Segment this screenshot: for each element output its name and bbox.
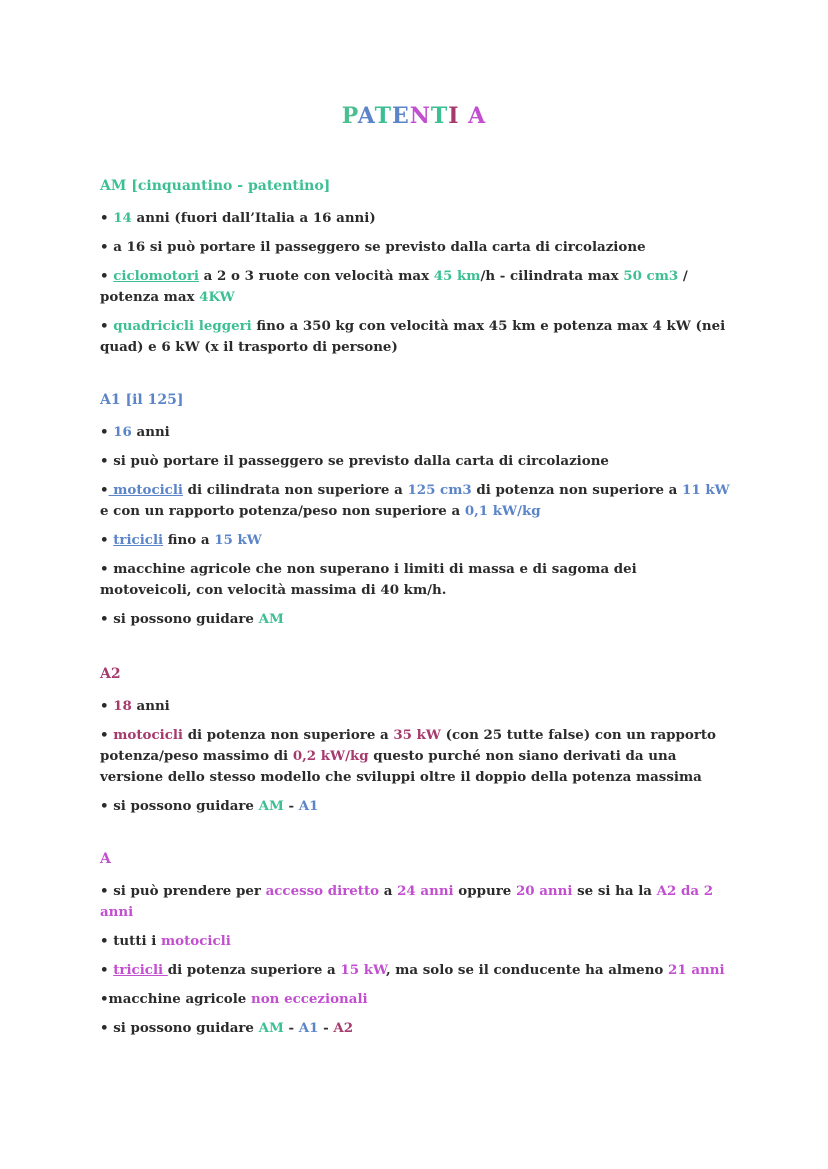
item-text: e con un rapporto potenza/peso non superiore a xyxy=(100,503,465,519)
displacement-value: 125 cm3 xyxy=(407,482,472,498)
item-text: •macchine agricole xyxy=(100,991,251,1007)
section-heading: A2 xyxy=(100,666,121,682)
bullet: • xyxy=(100,482,109,498)
bullet: • xyxy=(100,318,114,334)
item-text: • si possono guidare xyxy=(100,1020,259,1036)
license-am: AM xyxy=(258,611,284,627)
list-item xyxy=(100,696,730,717)
list-item xyxy=(100,530,730,551)
power-value: 35 kW xyxy=(393,727,441,743)
displacement-value: 50 cm3 xyxy=(623,268,679,284)
list-item xyxy=(100,960,730,981)
item-text: fino a 350 kg con velocità max 45 km e potenza max 4 kW (nei quad) e 6 kW (x il trasporto di persone) xyxy=(100,318,726,355)
item-text: di cilindrata non superiore a xyxy=(183,482,408,498)
title-letter xyxy=(460,103,469,129)
list-item xyxy=(100,796,730,817)
item-text: • si possono guidare xyxy=(100,798,259,814)
item-text: di potenza non superiore a xyxy=(183,727,394,743)
license-a1: A1 xyxy=(298,1020,319,1036)
bullet: • xyxy=(100,268,114,284)
link-ciclomotori[interactable]: ciclomotori xyxy=(113,268,200,284)
section-heading: A xyxy=(100,851,111,867)
bullet: • xyxy=(100,698,114,714)
title-letter: I xyxy=(448,103,460,129)
license-am: AM xyxy=(258,798,284,814)
list-item: • si può portare il passeggero se previsto dalla carta di circolazione xyxy=(100,453,609,469)
title-letter: N xyxy=(409,103,431,129)
list-item xyxy=(100,609,730,630)
age-value: 14 xyxy=(113,210,132,226)
motocicli-term: motocicli xyxy=(113,727,184,743)
item-text: • si può prendere per xyxy=(100,883,266,899)
section-a1 xyxy=(100,392,730,638)
power-value: 4KW xyxy=(199,289,235,305)
separator: - xyxy=(318,1020,334,1036)
motocicli-term: motocicli xyxy=(161,933,231,949)
item-text: a 2 o 3 ruote con velocità max xyxy=(199,268,434,284)
age-value: 18 xyxy=(113,698,132,714)
list-item xyxy=(100,931,730,952)
separator: - xyxy=(283,1020,299,1036)
age-value: 21 anni xyxy=(668,962,725,978)
license-a2: A2 xyxy=(333,1020,354,1036)
power-value: 11 kW xyxy=(682,482,730,498)
link-tricicli[interactable]: tricicli xyxy=(113,962,168,978)
item-text: oppure xyxy=(453,883,516,899)
license-a2-note: A2 da 2 anni xyxy=(100,883,714,920)
section-am xyxy=(100,178,730,366)
title-letter: T xyxy=(374,103,392,129)
item-text: (con 25 tutte false) con un rapporto potenza/peso massimo di xyxy=(100,727,716,764)
bullet: • xyxy=(100,962,114,978)
age-value: 24 anni xyxy=(397,883,454,899)
section-heading: A1 [il 125] xyxy=(100,392,184,408)
section-heading: AM [cinquantino - patentino] xyxy=(100,178,331,194)
speed-value: 45 km xyxy=(433,268,481,284)
list-item xyxy=(100,1018,730,1039)
item-text: se si ha la xyxy=(572,883,657,899)
section-a xyxy=(100,851,730,1047)
item-text: /h - cilindrata max xyxy=(480,268,624,284)
bullet: • xyxy=(100,532,114,548)
link-tricicli[interactable]: tricicli xyxy=(113,532,164,548)
item-text: fino a xyxy=(163,532,215,548)
title-letter: E xyxy=(391,103,410,129)
item-text: • tutti i xyxy=(100,933,162,949)
bullet: • xyxy=(100,424,114,440)
license-am: AM xyxy=(258,1020,284,1036)
title-letter: A xyxy=(357,103,375,129)
item-text: anni (fuori dall’Italia a 16 anni) xyxy=(131,210,376,226)
age-value: 16 xyxy=(113,424,132,440)
item-text: • si possono guidare xyxy=(100,611,259,627)
list-item xyxy=(100,208,730,229)
title-letter: T xyxy=(430,103,449,129)
non-eccezionali-term: non eccezionali xyxy=(251,991,368,1007)
list-item: • macchine agricole che non superano i limiti di massa e di sagoma dei motoveicoli, con velocità massima di 40 km/h. xyxy=(100,561,637,598)
list-item xyxy=(100,480,730,522)
item-text: di potenza superiore a xyxy=(167,962,341,978)
bullet: • xyxy=(100,210,114,226)
license-a1: A1 xyxy=(298,798,319,814)
list-item: • a 16 si può portare il passeggero se previsto dalla carta di circolazione xyxy=(100,239,646,255)
list-item xyxy=(100,881,730,923)
item-text: anni xyxy=(131,424,170,440)
list-item xyxy=(100,725,730,788)
list-item xyxy=(100,266,730,308)
quadricicli-term: quadricicli leggeri xyxy=(113,318,252,334)
section-a2 xyxy=(100,666,730,825)
link-motocicli[interactable]: motocicli xyxy=(108,482,184,498)
list-item xyxy=(100,422,730,443)
list-item xyxy=(100,316,730,358)
ratio-value: 0,1 kW/kg xyxy=(464,503,541,519)
age-value: 20 anni xyxy=(515,883,573,899)
item-text: / potenza max xyxy=(100,268,688,305)
item-text: di potenza non superiore a xyxy=(471,482,683,498)
item-text: , ma solo se il conducente ha almeno xyxy=(385,962,669,978)
ratio-value: 0,2 kW/kg xyxy=(292,748,369,764)
power-value: 15 kW xyxy=(340,962,386,978)
power-value: 15 kW xyxy=(214,532,262,548)
bullet: • xyxy=(100,727,114,743)
separator: - xyxy=(283,798,299,814)
access-term: accesso diretto xyxy=(265,883,380,899)
title-letter: P xyxy=(341,103,358,129)
item-text: a xyxy=(379,883,398,899)
page-title xyxy=(0,103,828,129)
list-item xyxy=(100,989,730,1010)
item-text: questo purché non siano derivati da una versione dello stesso modello che sviluppi oltre il doppio della potenza massima xyxy=(100,748,702,785)
title-letter: A xyxy=(468,103,487,129)
item-text: anni xyxy=(131,698,170,714)
